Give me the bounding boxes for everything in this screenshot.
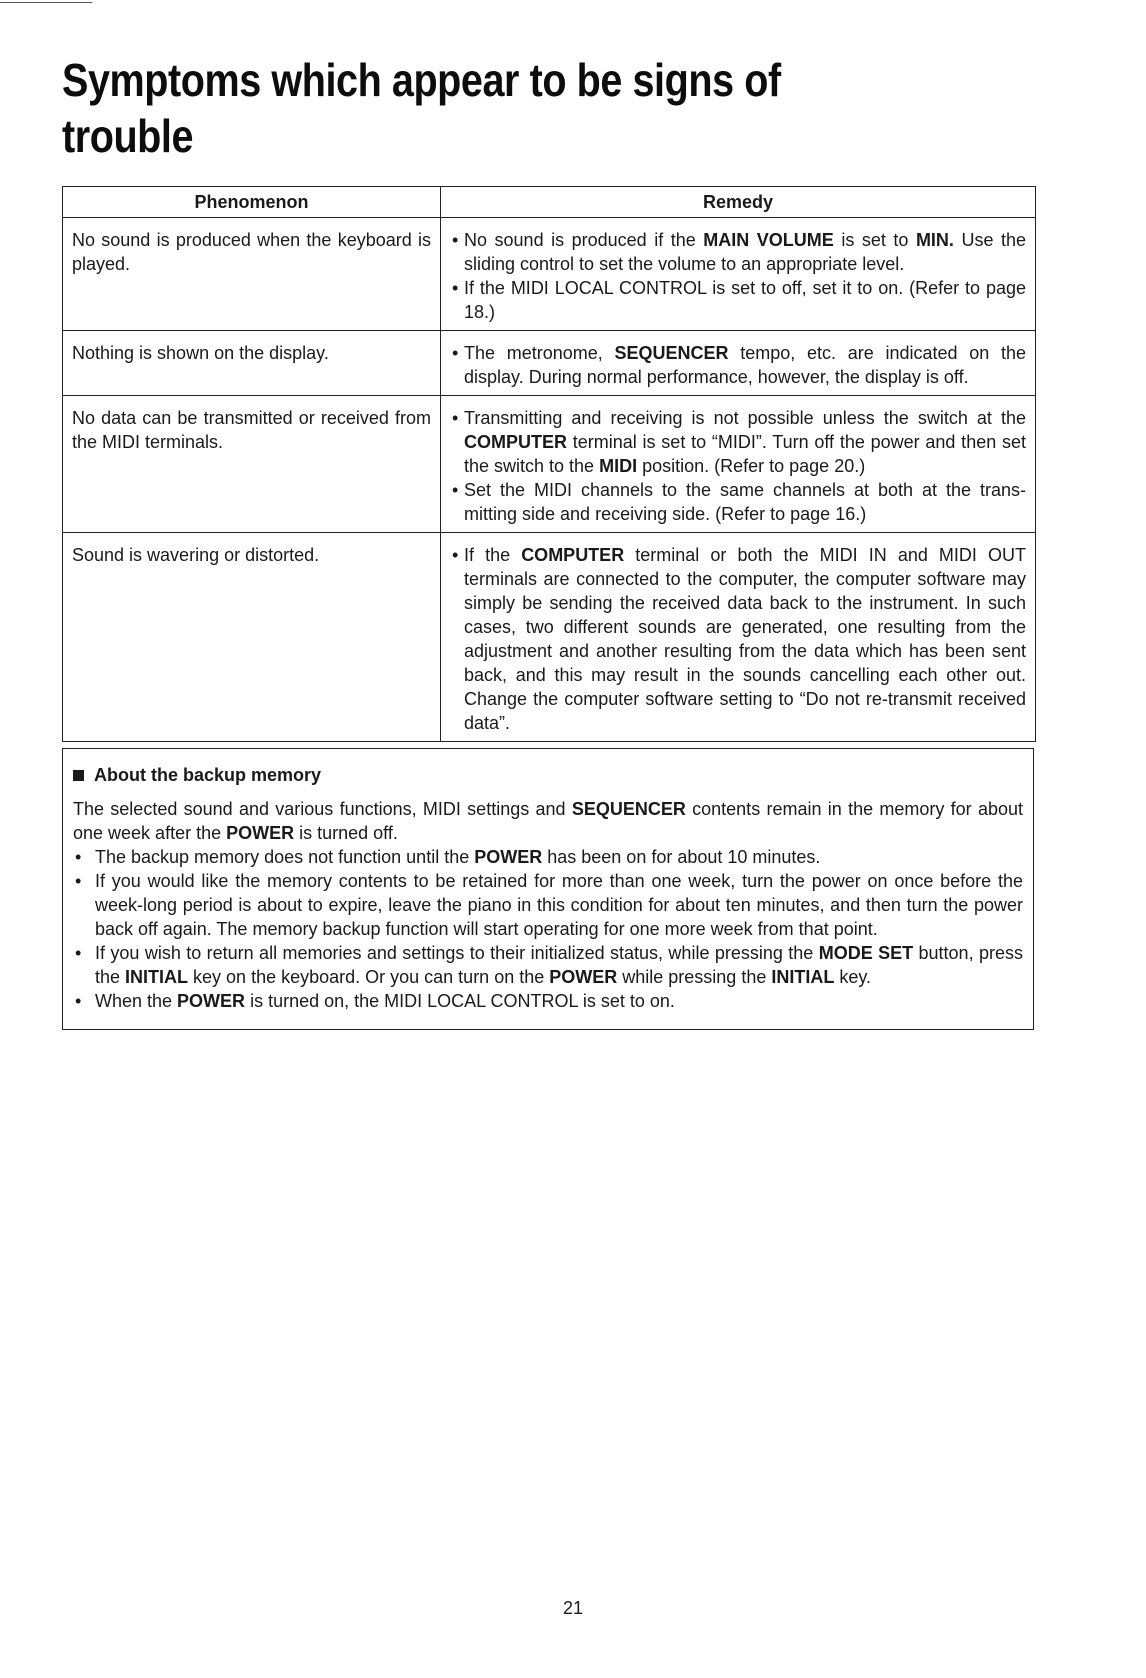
- text-run: has been on for about 10 minutes.: [542, 847, 821, 867]
- text-run: Transmitting and receiving is not possible unless the switch at the: [464, 408, 1026, 428]
- remedy-cell: [441, 533, 1036, 742]
- backup-title: About the backup memory: [94, 765, 322, 785]
- remedy-list: [450, 341, 1026, 389]
- bold-term: COMPUTER: [521, 545, 625, 565]
- text-run: When the: [95, 991, 178, 1011]
- text-run: contents remain in the memory for about one week after the: [73, 799, 1023, 843]
- text-run: position. (Refer to page 20.): [637, 456, 866, 476]
- bold-term: POWER: [549, 967, 618, 987]
- bold-term: INITIAL: [125, 967, 189, 987]
- table-row: [63, 218, 1036, 331]
- text-run: is set to: [833, 230, 916, 250]
- remedy-header: Remedy: [441, 187, 1036, 218]
- bold-term: MIDI: [599, 456, 638, 476]
- table-row: [63, 533, 1036, 742]
- text-run: The metronome,: [464, 343, 615, 363]
- bold-term: SEQUENCER: [614, 343, 729, 363]
- phenomenon-cell: No data can be transmitted or received from the MIDI terminals.: [63, 396, 441, 533]
- top-rule: [0, 2, 92, 3]
- bold-term: POWER: [226, 823, 295, 843]
- phenomenon-cell: Nothing is shown on the display.: [63, 331, 441, 396]
- text-run: tempo, etc. are indicated on the display. During normal performance, however, the display is off.: [464, 343, 1026, 387]
- bold-term: POWER: [474, 847, 543, 867]
- page-title: Symptoms which appear to be signs of trouble: [62, 54, 781, 162]
- text-run: No sound is produced if the: [464, 230, 704, 250]
- remedy-list: [450, 406, 1026, 526]
- backup-list-item: [73, 869, 1023, 941]
- backup-list-item: [73, 989, 1023, 1013]
- backup-list: [73, 845, 1023, 1013]
- backup-intro: [73, 797, 1023, 845]
- backup-heading: [73, 763, 1023, 787]
- text-run: is turned on, the MIDI LOCAL CONTROL is set to on.: [245, 991, 675, 1011]
- remedy-item: [450, 276, 1026, 324]
- remedy-cell: [441, 331, 1036, 396]
- text-run: If the: [464, 545, 522, 565]
- text-run: If you would like the memory contents to be retained for more than one week, turn the power on once before the week-long period is about to expire, leave the piano in this condition for about ten minutes, and then turn the power back off again. The memory backup function will start operating for one more week from that point.: [95, 871, 1023, 939]
- text-run: If you wish to return all memories and settings to their initialized status, while pressing the: [95, 943, 819, 963]
- text-run: terminal is set to “MIDI”. Turn off the power and then set the switch to the: [464, 432, 1026, 476]
- text-run: is turned off.: [294, 823, 398, 843]
- table-row: [63, 331, 1036, 396]
- remedy-item: [450, 228, 1026, 276]
- bold-term: SEQUENCER: [571, 799, 686, 819]
- bold-term: MODE SET: [818, 943, 914, 963]
- text-run: If the MIDI LOCAL CONTROL is set to off, set it to on. (Refer to page 18.): [464, 278, 1026, 322]
- remedy-list: [450, 543, 1026, 735]
- remedy-item: [450, 543, 1026, 735]
- remedy-item: [450, 406, 1026, 478]
- remedy-cell: [441, 218, 1036, 331]
- backup-list-item: [73, 941, 1023, 989]
- text-run: button, press the: [95, 943, 1023, 987]
- text-run: terminal or both the MIDI IN and MIDI OUT terminals are connected to the computer, the computer software may simply be sending the received data back to the instrument. In such cases, two different sounds are generated, one resulting from the adjustment and another resulting from the data which has been sent back, and this may result in the sounds cancelling each other out. Change the computer software setting to “Do not re-transmit received data”.: [464, 545, 1026, 733]
- text-run: Use the sliding control to set the volume to an appropriate level.: [464, 230, 1027, 274]
- bold-term: COMPUTER: [464, 432, 567, 452]
- table-row: [63, 396, 1036, 533]
- text-run: while pressing the: [617, 967, 772, 987]
- table-header-row: [63, 187, 1036, 218]
- remedy-list: [450, 228, 1026, 324]
- text-run: key.: [834, 967, 872, 987]
- phenomenon-cell: No sound is produced when the keyboard is played.: [63, 218, 441, 331]
- table-body: [63, 218, 1036, 742]
- remedy-item: [450, 341, 1026, 389]
- text-run: The backup memory does not function until the: [95, 847, 475, 867]
- phenomenon-header: Phenomenon: [63, 187, 441, 218]
- bold-term: MIN.: [915, 230, 954, 250]
- bold-term: MAIN VOLUME: [703, 230, 834, 250]
- bold-term: INITIAL: [771, 967, 835, 987]
- page-number: 21: [562, 1598, 584, 1618]
- text-run: The selected sound and various functions, MIDI settings and: [73, 799, 572, 819]
- remedy-item: [450, 478, 1026, 526]
- remedy-cell: [441, 396, 1036, 533]
- backup-list-item: [73, 845, 1023, 869]
- text-run: key on the keyboard. Or you can turn on the: [188, 967, 550, 987]
- text-run: Set the MIDI channels to the same channels at both at the trans-mitting side and receiving side. (Refer to page 16.): [464, 480, 1026, 524]
- bold-term: POWER: [177, 991, 246, 1011]
- square-bullet-icon: [73, 770, 84, 781]
- phenomenon-cell: Sound is wavering or distorted.: [63, 533, 441, 742]
- troubleshooting-table: [62, 186, 1036, 742]
- backup-memory-box: [62, 748, 1034, 1030]
